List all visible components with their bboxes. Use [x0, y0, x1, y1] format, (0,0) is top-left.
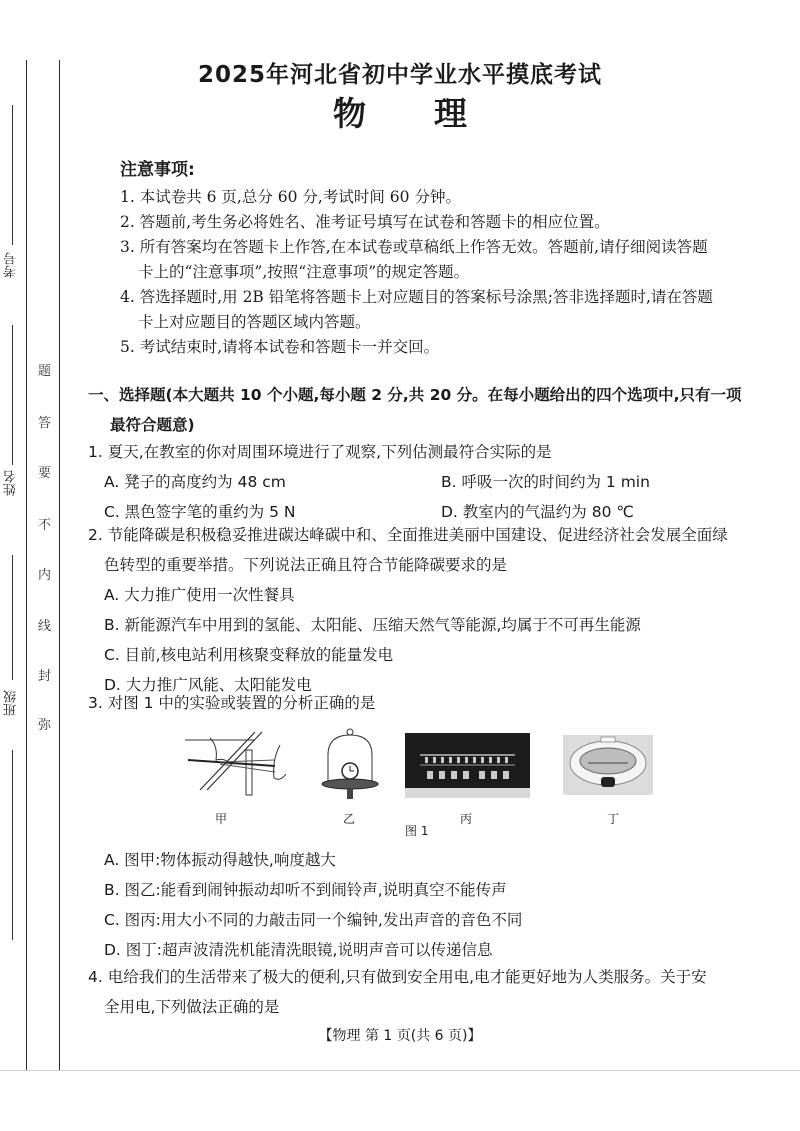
seal-char: 要 [38, 466, 52, 481]
section-heading-line: 一、选择题(本大题共 10 个小题,每小题 2 分,共 20 分。在每小题给出的四个选项中,只有一项 [88, 386, 742, 404]
notice-item-cont: 卡上的“注意事项”,按照“注意事项”的规定答题。 [138, 263, 470, 281]
seal-char: 弥 [38, 718, 52, 733]
subject-char: 物 [333, 94, 366, 133]
subject-title [0, 88, 800, 135]
option-d: D. 教室内的气温约为 80 ℃ [441, 503, 634, 521]
question-4 [88, 962, 778, 1022]
exam-title: 2025年河北省初中学业水平摸底考试 [197, 62, 602, 88]
seal-char: 线 [38, 619, 52, 634]
option-d: D. 图丁:超声波清洗机能清洗眼镜,说明声音可以传递信息 [104, 941, 493, 959]
notice-item: 3. 所有答案均在答题卡上作答,在本试卷或草稿纸上作答无效。答题前,请仔细阅读答题 [120, 238, 708, 256]
name-label: 姓名 [4, 470, 19, 496]
figure-label-ding: 丁 [607, 812, 620, 826]
question-3-options [88, 845, 778, 965]
page-footer: 【物理 第 1 页(共 6 页)】 [318, 1028, 482, 1044]
figure-label-bing: 丙 [460, 812, 473, 826]
notice-heading: 注意事项: [120, 160, 195, 180]
question-stem: 2. 节能降碳是积极稳妥推进碳达峰碳中和、全面推进美丽中国建设、促进经济社会发展全面绿 [88, 526, 728, 544]
option-a: A. 图甲:物体振动得越快,响度越大 [104, 851, 336, 869]
binding-line-outer [26, 60, 27, 1070]
option-b: B. 图乙:能看到闹钟振动却听不到闹铃声,说明真空不能传声 [104, 881, 507, 899]
notice-item: 1. 本试卷共 6 页,总分 60 分,考试时间 60 分钟。 [120, 188, 461, 206]
option-a: A. 大力推广使用一次性餐具 [104, 586, 295, 604]
option-a: A. 凳子的高度约为 48 cm [104, 473, 286, 491]
notice-item: 4. 答选择题时,用 2B 铅笔将答题卡上对应题目的答案标号涂黑;答非选择题时,请在答题 [120, 288, 713, 306]
seal-char: 题 [38, 364, 52, 379]
option-c: C. 黑色签字笔的重约为 5 N [104, 503, 296, 521]
chime-bells-photo [405, 733, 530, 798]
subject-char: 理 [434, 94, 467, 133]
notice-item-cont: 卡上对应题目的答题区域内答题。 [138, 313, 371, 331]
bell-jar-figure [320, 727, 380, 807]
question-3 [88, 688, 778, 718]
class-label: 班级 [4, 690, 19, 716]
question-stem-cont: 全用电,下列做法正确的是 [104, 998, 280, 1016]
exam-number-label: 考号 [4, 252, 19, 278]
question-2 [88, 520, 778, 700]
figure-label-jia: 甲 [215, 812, 228, 826]
seal-char: 不 [38, 518, 52, 533]
class-line [12, 555, 13, 680]
figure-caption: 图 1 [405, 824, 429, 838]
option-b: B. 新能源汽车中用到的氢能、太阳能、压缩天然气等能源,均属于不可再生能源 [104, 616, 641, 634]
notice-item: 5. 考试结束时,请将本试卷和答题卡一并交回。 [120, 338, 440, 356]
page-background [0, 1071, 800, 1131]
seal-char: 封 [38, 669, 52, 684]
question-1 [88, 437, 778, 527]
ruler-vibration-figure [180, 730, 295, 800]
seal-char: 答 [38, 416, 52, 431]
section-heading [88, 380, 778, 440]
figure-1 [170, 725, 690, 835]
name-line [12, 325, 13, 465]
binding-line-inner [59, 60, 60, 1070]
question-stem: 3. 对图 1 中的实验或装置的分析正确的是 [88, 694, 376, 712]
seat-line [12, 750, 13, 940]
option-d: D. 大力推广风能、太阳能发电 [104, 676, 312, 694]
notice-item: 2. 答题前,考生务必将姓名、准考证号填写在试卷和答题卡的相应位置。 [120, 213, 610, 231]
seal-char: 内 [38, 568, 52, 583]
option-c: C. 图丙:用大小不同的力敲击同一个编钟,发出声音的音色不同 [104, 911, 523, 929]
option-c: C. 目前,核电站利用核聚变释放的能量发电 [104, 646, 394, 664]
ultrasonic-cleaner-photo [563, 735, 653, 795]
option-b: B. 呼吸一次的时间约为 1 min [441, 473, 650, 491]
section-heading-cont: 最符合题意) [110, 416, 195, 434]
question-stem: 1. 夏天,在教室的你对周围环境进行了观察,下列估测最符合实际的是 [88, 443, 552, 461]
notice-section [120, 158, 780, 360]
question-stem: 4. 电给我们的生活带来了极大的便利,只有做到安全用电,电才能更好地为人类服务。关于安 [88, 968, 707, 986]
figure-label-yi: 乙 [343, 812, 356, 826]
question-stem-cont: 色转型的重要举措。下列说法正确且符合节能降碳要求的是 [104, 556, 508, 574]
